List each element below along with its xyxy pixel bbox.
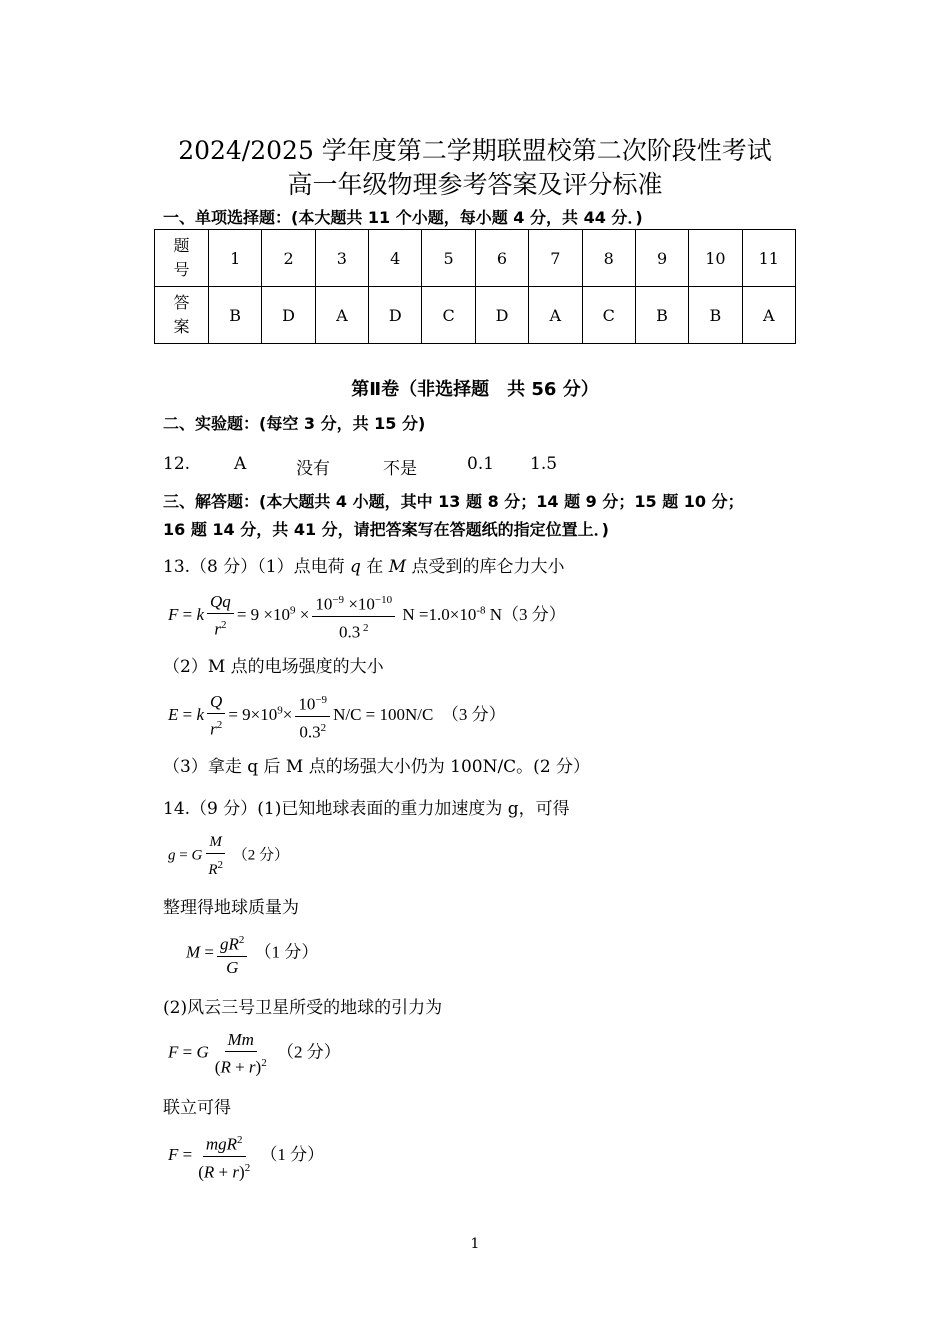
table-cell: 3 (315, 230, 368, 287)
table-cell: 7 (529, 230, 582, 287)
table-cell: 9 (635, 230, 688, 287)
table-cell: 2 (262, 230, 315, 287)
page-number: 1 (470, 1236, 480, 1252)
q12-answer: 没有 (296, 459, 330, 479)
q13-equation-1: F = k $\frac{Qq}{r^2}$ = $9 \times 10^9$ × $\frac{10^{-9} \times 10^{-10}}{0.3 ^2}$ $N =1.0\times 10^{-8}$ N（3 分） (168, 590, 566, 642)
q12-answer: 1.5 (530, 454, 558, 474)
section1-header: 一、单项选择题：(本大题共 11 个小题，每小题 4 分，共 44 分．) (163, 208, 643, 227)
table-cell: 5 (422, 230, 475, 287)
table-cell: A (742, 287, 795, 344)
q14-text-1: 整理得地球质量为 (163, 898, 299, 918)
table-cell: 11 (742, 230, 795, 287)
part2-header: 第Ⅱ卷（非选择题 共 56 分） (351, 379, 599, 400)
table-cell: 6 (475, 230, 528, 287)
table-cell: A (529, 287, 582, 344)
table-row-numbers (155, 230, 796, 287)
table-cell: 4 (369, 230, 422, 287)
table-row-answers (155, 287, 796, 344)
q13-part2: （2）M 点的电场强度的大小 (163, 657, 384, 677)
table-cell: C (422, 287, 475, 344)
q12-label: 12. (163, 454, 191, 474)
q14-equation-2: M = $\frac{gR^2}{G}$ （1 分） (186, 930, 318, 978)
q14-equation-4: F = $\frac{mgR^2}{(R + r)^2}$ （1 分） (168, 1130, 324, 1182)
q14-text-2: 联立可得 (163, 1098, 231, 1118)
exam-subtitle: 高一年级物理参考答案及评分标准 (287, 170, 663, 199)
table-cell: 1 (209, 230, 262, 287)
q14-equation-3: F = G $\frac{Mm}{(R + r)^2}$ （2 分） (168, 1030, 341, 1077)
q13-part3: （3）拿走 q 后 M 点的场强大小仍为 100N/C。(2 分） (163, 757, 591, 777)
q14-part2: (2)风云三号卫星所受的地球的引力为 (163, 998, 443, 1018)
q12-answer: 0.1 (467, 454, 495, 474)
q14-equation-1: g = G $\frac{M}{R^2}$ （2 分） (168, 834, 289, 878)
table-header-answer: 答 案 (155, 287, 209, 344)
table-cell: D (475, 287, 528, 344)
table-cell: B (635, 287, 688, 344)
q12-answer: 不是 (383, 459, 417, 479)
table-cell: 10 (689, 230, 742, 287)
section2-header: 二、实验题：(每空 3 分，共 15 分) (163, 414, 426, 433)
answer-table (154, 229, 796, 344)
q13-intro: 13.（8 分）（1）点电荷 q 在 M 点受到的库仑力大小 (163, 557, 565, 577)
q12-answer: A (234, 454, 247, 474)
q14-intro: 14.（9 分）(1)已知地球表面的重力加速度为 g，可得 (163, 799, 570, 819)
table-cell: D (369, 287, 422, 344)
q13-equation-2: E = k $\frac{Q}{r^2}$ = $9\times 10^9\times$ $\frac{10^{-9}}{0.3^2}$ N/C = 100N/C （3 分） (168, 690, 506, 742)
exam-title: 2024/2025 学年度第二学期联盟校第二次阶段性考试 (178, 136, 772, 165)
table-cell: 8 (582, 230, 635, 287)
table-cell: C (582, 287, 635, 344)
section3-header: 三、解答题：(本大题共 4 小题，其中 13 题 8 分；14 题 9 分；15 题 10 分； (163, 492, 744, 511)
section3-header-cont: 16 题 14 分，共 41 分，请把答案写在答题纸的指定位置上．) (163, 520, 609, 539)
table-header-number: 题 号 (155, 230, 209, 287)
table-cell: D (262, 287, 315, 344)
table-cell: B (689, 287, 742, 344)
table-cell: B (209, 287, 262, 344)
table-cell: A (315, 287, 368, 344)
